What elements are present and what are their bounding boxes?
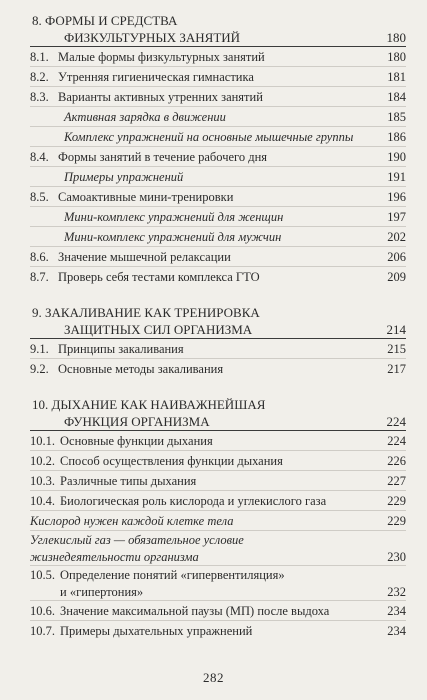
toc-entry — [30, 451, 406, 471]
entry-number: 10.1. — [30, 434, 55, 448]
entry-label: Утренняя гигиеническая гимнастика — [58, 70, 254, 84]
page-number: 229 — [387, 514, 406, 528]
page-number: 214 — [386, 322, 406, 337]
section-title-line2: ЗАЩИТНЫХ СИЛ ОРГАНИЗМА — [64, 322, 253, 337]
entry-label: Варианты активных утренних занятий — [58, 90, 263, 104]
section-title-line1: 8. ФОРМЫ И СРЕДСТВА — [32, 13, 178, 28]
toc-entry — [30, 187, 406, 207]
entry-number: 10.2. — [30, 454, 55, 468]
toc-entry — [30, 47, 406, 67]
entry-label: Значение мышечной релаксации — [58, 250, 231, 264]
toc-entry — [30, 471, 406, 491]
entry-number: 8.3. — [30, 90, 49, 104]
page-number: 191 — [387, 170, 406, 184]
entry-label: Активная зарядка в движении — [64, 110, 226, 124]
toc-entry — [30, 621, 406, 640]
entry-label: Комплекс упражнений на основные мышечные группы — [64, 130, 354, 144]
page-number: 202 — [387, 230, 406, 244]
entry-label-line2: и «гипертония» — [60, 585, 144, 599]
entry-label: Биологическая роль кислорода и углекислого газа — [60, 494, 327, 508]
section-8 — [30, 14, 406, 286]
page-number: 197 — [387, 210, 406, 224]
section-title-entry — [30, 29, 406, 47]
entry-label: Проверь себя тестами комплекса ГТО — [58, 270, 260, 284]
toc-entry — [30, 359, 406, 378]
toc-entry — [30, 491, 406, 511]
entry-number: 8.7. — [30, 270, 49, 284]
page-number: 224 — [387, 434, 406, 448]
entry-number: 8.6. — [30, 250, 49, 264]
entry-number: 8.4. — [30, 150, 49, 164]
toc-entry — [30, 247, 406, 267]
entry-number: 9.2. — [30, 362, 49, 376]
page-number: 180 — [387, 50, 406, 64]
entry-label: Формы занятий в течение рабочего дня — [58, 150, 268, 164]
section-title-line1: 9. ЗАКАЛИВАНИЕ КАК ТРЕНИРОВКА — [32, 305, 260, 320]
section-title-line2: ФУНКЦИЯ ОРГАНИЗМА — [64, 414, 210, 429]
entry-label: Кислород нужен каждой клетке тела — [30, 514, 234, 528]
toc-entry — [30, 147, 406, 167]
entry-label: Принципы закаливания — [58, 342, 184, 356]
section-title-line2: ФИЗКУЛЬТУРНЫХ ЗАНЯТИЙ — [64, 30, 241, 45]
toc-entry — [30, 583, 406, 601]
entry-label: Мини-комплекс упражнений для женщин — [64, 210, 284, 224]
page-number: 190 — [387, 150, 406, 164]
section-10 — [30, 398, 406, 640]
entry-label: Самоактивные мини-тренировки — [58, 190, 234, 204]
entry-label: Способ осуществления функции дыхания — [60, 454, 283, 468]
toc-subentry — [30, 227, 406, 247]
toc-entry — [30, 339, 406, 359]
toc-entry — [30, 601, 406, 621]
toc-subentry — [30, 548, 406, 566]
page-number: 229 — [387, 494, 406, 508]
page-number: 226 — [387, 454, 406, 468]
toc-subentry — [30, 207, 406, 227]
page-number: 184 — [387, 90, 406, 104]
page-number: 209 — [387, 270, 406, 284]
page-number: 217 — [387, 362, 406, 376]
section-title-entry — [30, 321, 406, 339]
page-number: 234 — [387, 624, 406, 638]
entry-number: 9.1. — [30, 342, 49, 356]
entry-number: 10.5. — [30, 568, 55, 582]
entry-label-line1: Определение понятий «гипервентиляция» — [60, 568, 285, 582]
toc-subentry — [30, 107, 406, 127]
page-number: 196 — [387, 190, 406, 204]
page-number: 186 — [387, 130, 406, 144]
page-number: 215 — [387, 342, 406, 356]
page-number: 206 — [387, 250, 406, 264]
page-number: 180 — [386, 30, 406, 45]
page-number: 230 — [387, 550, 406, 564]
entry-number: 10.3. — [30, 474, 55, 488]
page-number: 181 — [387, 70, 406, 84]
page-number: 232 — [387, 585, 406, 599]
section-9 — [30, 306, 406, 378]
page-number: 224 — [386, 414, 406, 429]
toc-subentry-line1: Углекислый газ — обязательное условие — [30, 533, 244, 547]
toc-entry-line1 — [30, 566, 406, 583]
toc-subentry — [30, 167, 406, 187]
toc-entry — [30, 431, 406, 451]
toc-entry — [30, 87, 406, 107]
entry-label: Значение максимальной паузы (МП) после выдоха — [60, 604, 330, 618]
entry-label: Примеры дыхательных упражнений — [60, 624, 253, 638]
page-number: 227 — [387, 474, 406, 488]
table-of-contents — [30, 14, 406, 640]
toc-entry — [30, 267, 406, 286]
entry-number: 10.7. — [30, 624, 55, 638]
toc-entry — [30, 67, 406, 87]
entry-label: Различные типы дыхания — [60, 474, 197, 488]
section-title-entry — [30, 413, 406, 431]
entry-number: 8.2. — [30, 70, 49, 84]
page-number: 185 — [387, 110, 406, 124]
toc-subentry — [30, 511, 406, 531]
entry-label: Мини-комплекс упражнений для мужчин — [64, 230, 282, 244]
entry-label: Малые формы физкультурных занятий — [58, 50, 265, 64]
page-footer-number: 282 — [203, 670, 224, 685]
section-title-line1: 10. ДЫХАНИЕ КАК НАИВАЖНЕЙШАЯ — [32, 397, 266, 412]
entry-label-line2: жизнедеятельности организма — [30, 550, 199, 564]
toc-subentry — [30, 127, 406, 147]
entry-number: 10.4. — [30, 494, 55, 508]
entry-label: Основные функции дыхания — [60, 434, 213, 448]
entry-label: Основные методы закаливания — [58, 362, 224, 376]
entry-label: Примеры упражнений — [64, 170, 184, 184]
page-number: 234 — [387, 604, 406, 618]
entry-number: 8.5. — [30, 190, 49, 204]
entry-number: 10.6. — [30, 604, 55, 618]
entry-number: 8.1. — [30, 50, 49, 64]
